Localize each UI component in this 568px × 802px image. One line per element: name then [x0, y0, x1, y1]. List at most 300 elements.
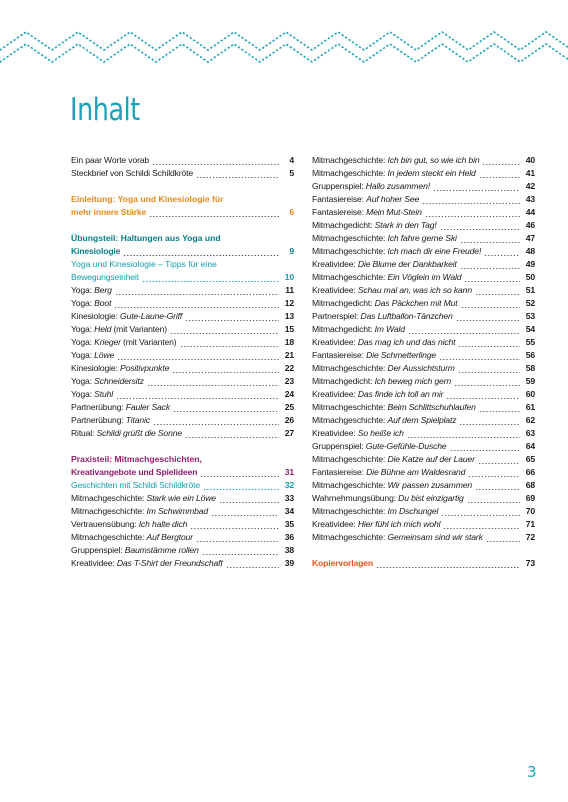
toc-entry-title: Stuhl [94, 389, 113, 399]
toc-entry-category: Kreatividee: [71, 558, 117, 568]
toc-entry-title: Löwe [94, 350, 115, 360]
toc-page-number: 53 [525, 311, 535, 321]
toc-entry[interactable] [71, 492, 294, 505]
toc-entry-label [312, 375, 451, 388]
toc-entry-category: Mitmachgeschichte: [312, 363, 388, 373]
toc-entry[interactable] [312, 388, 535, 401]
toc-page-number: 55 [525, 337, 535, 347]
toc-entry-label [312, 492, 464, 505]
toc-entry[interactable] [71, 401, 294, 414]
dot-leader [196, 531, 279, 544]
toc-entry-title: Auf dem Spielplatz [387, 415, 457, 425]
toc-page-number: 18 [284, 337, 294, 347]
toc-entry-category: Yoga: [71, 350, 95, 360]
toc-section-heading: Praxisteil: Mitmachgeschichten, [71, 454, 202, 464]
dot-leader [450, 440, 520, 453]
toc-entry[interactable] [71, 557, 294, 570]
toc-entry[interactable] [312, 219, 535, 232]
toc-entry-label [312, 401, 476, 414]
toc-entry[interactable] [71, 505, 294, 518]
toc-entry-category: Ein paar Worte vorab [71, 155, 150, 165]
toc-entry-label [71, 271, 139, 284]
toc-entry-label [312, 557, 373, 570]
toc-entry-category: Mitmachgeschichte: [71, 532, 147, 542]
toc-spacer [312, 544, 535, 557]
toc-entry-category: Gruppenspiel: [312, 441, 366, 451]
dot-leader [433, 180, 520, 193]
toc-entry[interactable] [312, 284, 535, 297]
toc-entry[interactable] [312, 258, 535, 271]
toc-entry-category: mehr innere Stärke [71, 207, 147, 217]
toc-spacer [71, 219, 294, 232]
toc-entry-category: Mitmachgeschichte: [312, 246, 388, 256]
toc-entry-category: Fantasiereise: [312, 467, 367, 477]
toc-entry-title: Positivpunkte [120, 363, 170, 373]
toc-entry-label [312, 388, 443, 401]
toc-entry-title: Hier fühl ich mich wohl [357, 519, 441, 529]
toc-entry[interactable] [71, 531, 294, 544]
toc-entry[interactable] [312, 349, 535, 362]
toc-page-number: 10 [284, 272, 294, 282]
toc-page-number: 12 [284, 298, 294, 308]
toc-page-number: 48 [525, 246, 535, 256]
toc-entry-category: Mitmachgedicht: [312, 298, 375, 308]
dot-leader [219, 492, 279, 505]
toc-entry[interactable] [312, 518, 535, 531]
toc-entry[interactable] [71, 154, 294, 167]
toc-entry-category: Yoga: [71, 389, 95, 399]
dot-leader [464, 271, 520, 284]
dot-leader [114, 297, 279, 310]
dot-leader [153, 414, 279, 427]
toc-entry-title: Berg [94, 285, 112, 295]
dot-leader [180, 336, 279, 349]
toc-entry-label [71, 362, 169, 375]
dot-leader [185, 427, 279, 440]
dot-leader [185, 310, 279, 323]
toc-page-number: 5 [289, 168, 294, 178]
toc-page-number: 24 [284, 389, 294, 399]
toc-page-number: 65 [525, 454, 535, 464]
toc-entry-label [312, 362, 455, 375]
toc-entry-category: Mitmachgeschichte: [71, 506, 147, 516]
toc-entry[interactable] [71, 323, 294, 336]
toc-entry-category: Mitmachgedicht: [312, 324, 375, 334]
toc-entry-title: Titanic [125, 415, 150, 425]
toc-entry-label [71, 544, 199, 557]
toc-entry[interactable] [71, 427, 294, 440]
toc-entry[interactable] [71, 271, 294, 284]
toc-page-number: 39 [284, 558, 294, 568]
toc-page-number: 33 [284, 493, 294, 503]
toc-entry-category: Mitmachgeschichte: [312, 233, 388, 243]
toc-entry[interactable] [71, 245, 294, 258]
toc-entry-label [71, 323, 167, 336]
toc-entry[interactable] [312, 193, 535, 206]
toc-entry[interactable] [312, 479, 535, 492]
toc-entry[interactable] [312, 180, 535, 193]
toc-entry-label [71, 297, 111, 310]
toc-entry-label [312, 271, 461, 284]
toc-entry-category: Yoga: [71, 324, 95, 334]
toc-section-heading: Yoga und Kinesiologie – Tipps für eine [71, 259, 217, 269]
toc-entry[interactable] [71, 544, 294, 557]
toc-entry-title: Das T-Shirt der Freundschaft [116, 558, 223, 568]
toc-entry-label [71, 531, 193, 544]
toc-entry[interactable] [71, 206, 294, 219]
toc-page-number: 50 [525, 272, 535, 282]
toc-entry[interactable] [312, 427, 535, 440]
toc-page-number: 25 [284, 402, 294, 412]
toc-entry[interactable] [312, 310, 535, 323]
toc-page-number: 38 [284, 545, 294, 555]
toc-entry-title: Stark in den Tag! [374, 220, 437, 230]
toc-entry-title: In jedem steckt ein Held [387, 168, 476, 178]
toc-entry[interactable] [312, 466, 535, 479]
toc-entry-title: Krieger [94, 337, 121, 347]
toc-entry-label [312, 479, 472, 492]
toc-entry-title: Gute-Gefühle-Dusche [365, 441, 447, 451]
toc-entry-category: Kreatividee: [312, 337, 358, 347]
toc-entry-label [71, 492, 216, 505]
toc-page-number: 46 [525, 220, 535, 230]
toc-entry-category: Mitmachgeschichte: [312, 402, 388, 412]
dot-leader [482, 154, 520, 167]
toc-entry[interactable] [71, 375, 294, 388]
toc-entry-title: Ich mach dir eine Freude! [387, 246, 482, 256]
dot-leader [115, 284, 279, 297]
dot-leader [475, 284, 520, 297]
toc-entry[interactable] [71, 284, 294, 297]
dot-leader [458, 362, 520, 375]
toc-entry-category: Kopiervorlagen [312, 558, 373, 568]
toc-entry-title: Du bist einzigartig [398, 493, 464, 503]
toc-entry-title: Der Aussichtsturm [387, 363, 455, 373]
dot-leader [443, 518, 520, 531]
toc-entry-label [71, 557, 223, 570]
toc-entry-title: Die Schmetterlinge [366, 350, 437, 360]
dot-leader [475, 479, 520, 492]
toc-entry-label [71, 310, 182, 323]
toc-entry[interactable] [312, 271, 535, 284]
toc-entry[interactable] [312, 440, 535, 453]
toc-entry-title: Ich fahre gerne Ski [387, 233, 457, 243]
toc-entry-category: Yoga: [71, 337, 95, 347]
toc-page-number: 43 [525, 194, 535, 204]
toc-entry[interactable] [71, 336, 294, 349]
toc-entry-label [312, 167, 476, 180]
toc-page-number: 26 [284, 415, 294, 425]
dot-leader [468, 466, 520, 479]
toc-entry-label [71, 401, 170, 414]
toc-page-number: 21 [284, 350, 294, 360]
toc-page-number: 62 [525, 415, 535, 425]
toc-page-number: 34 [284, 506, 294, 516]
toc-entry-category: Vertrauensübung: [71, 519, 139, 529]
toc-entry[interactable] [312, 154, 535, 167]
toc-entry-title: Ich halte dich [138, 519, 188, 529]
toc-entry-category: Mitmachgeschichte: [312, 168, 388, 178]
toc-entry[interactable] [312, 323, 535, 336]
toc-entry[interactable] [312, 206, 535, 219]
toc-entry[interactable] [71, 414, 294, 427]
toc-page-number: 52 [525, 298, 535, 308]
toc-column-right [312, 154, 535, 570]
toc-page-number: 11 [285, 285, 294, 295]
toc-page-number: 13 [284, 311, 294, 321]
toc-page-number: 68 [525, 480, 535, 490]
toc-entry-label [312, 323, 405, 336]
dot-leader [200, 466, 279, 479]
dot-leader [454, 375, 520, 388]
toc-entry[interactable] [312, 336, 535, 349]
toc-entry-label [312, 193, 419, 206]
toc-entry-category: Kreatividee: [312, 259, 358, 269]
dot-leader [190, 518, 279, 531]
toc-spacer [71, 440, 294, 453]
toc-entry-label [312, 531, 483, 544]
toc-page-number: 32 [284, 480, 294, 490]
toc-entry-title: Mein Mut-Stein [366, 207, 422, 217]
toc-entry-category: Kreatividee: [312, 389, 358, 399]
toc-entry-title: Stark wie ein Löwe [146, 493, 216, 503]
toc-section-heading: Einleitung: Yoga und Kinesiologie für [71, 194, 224, 204]
toc-page-number: 6 [289, 207, 294, 217]
toc-entry-label [71, 349, 114, 362]
toc-entry-category: Geschichten mit Schildi Schildkröte [71, 480, 200, 490]
toc-entry[interactable] [312, 557, 535, 570]
toc-page-number: 36 [284, 532, 294, 542]
toc-entry-title: Auf Bergtour [146, 532, 193, 542]
toc-entry-category: Fantasiereise: [312, 207, 367, 217]
toc-page-number: 49 [525, 259, 535, 269]
dot-leader [172, 362, 279, 375]
toc-entry-category: Gruppenspiel: [71, 545, 125, 555]
toc-entry[interactable] [312, 505, 535, 518]
toc-entry-label [71, 167, 193, 180]
toc-entry[interactable] [312, 362, 535, 375]
zigzag-line [0, 32, 568, 50]
toc-entry-label [71, 206, 146, 219]
toc-entry-label [71, 505, 208, 518]
toc-page-number: 23 [284, 376, 294, 386]
toc-entry-title: Schildi grüßt die Sonne [96, 428, 182, 438]
dot-leader [149, 206, 279, 219]
toc-entry-category: (mit Varianten) [111, 324, 167, 334]
toc-entry[interactable] [71, 362, 294, 375]
toc-entry-category: Mitmachgedicht: [312, 376, 375, 386]
dot-leader [407, 427, 520, 440]
toc-entry[interactable] [312, 414, 535, 427]
toc-entry-category: Partnerübung: [71, 402, 126, 412]
toc-entry-category: Kreatividee: [312, 519, 358, 529]
toc-entry-category: Steckbrief von Schildi Schildkröte [71, 168, 193, 178]
toc-spacer [71, 180, 294, 193]
dot-leader [458, 336, 520, 349]
toc-page-number: 70 [525, 506, 535, 516]
dot-leader [170, 323, 279, 336]
toc-entry-category: Yoga: [71, 376, 95, 386]
toc-entry-label [71, 466, 197, 479]
toc-entry[interactable] [312, 375, 535, 388]
toc-entry-label [312, 414, 456, 427]
toc-entry-category: Kreativangebote und Spielideen [71, 467, 198, 477]
dot-leader [486, 531, 520, 544]
dot-leader [152, 154, 279, 167]
toc-entry-title: Das Luftballon-Tänzchen [360, 311, 453, 321]
toc-entry[interactable] [71, 310, 294, 323]
toc-entry-label [71, 388, 113, 401]
toc-page-number: 31 [284, 467, 294, 477]
toc-entry-category: Partnerspiel: [312, 311, 361, 321]
toc-entry[interactable] [71, 297, 294, 310]
toc-entry[interactable] [71, 167, 294, 180]
toc-entry-category: Partnerübung: [71, 415, 126, 425]
toc-page-number: 40 [525, 155, 535, 165]
dot-leader [173, 401, 279, 414]
toc-entry-category: Mitmachgeschichte: [312, 155, 388, 165]
page-title: Inhalt [70, 92, 140, 128]
toc-entry-title: So heiße ich [357, 428, 404, 438]
toc-entry-title: Baumstämme rollen [124, 545, 199, 555]
toc-entry[interactable] [312, 453, 535, 466]
dot-leader [484, 245, 520, 258]
toc-entry-category: Wahrnehmungsübung: [312, 493, 399, 503]
toc-entry[interactable] [71, 349, 294, 362]
toc-entry-category: Kinesiologie [71, 246, 121, 256]
toc-entry[interactable] [71, 479, 294, 492]
toc-entry-label [312, 232, 457, 245]
toc-entry[interactable] [312, 401, 535, 414]
dot-leader [439, 349, 520, 362]
toc-entry-category: Kreatividee: [312, 285, 358, 295]
toc-entry-category: Mitmachgeschichte: [312, 415, 388, 425]
toc-entry-label [312, 180, 430, 193]
toc-section-heading: Übungsteil: Haltungen aus Yoga und [71, 233, 221, 243]
toc-entry-category: Mitmachgeschichte: [312, 532, 388, 542]
dot-leader [211, 505, 279, 518]
toc-entry-title: Das mag ich und das nicht [357, 337, 456, 347]
toc-page-number: 4 [289, 155, 294, 165]
toc-entry-category: Mitmachgeschichte: [71, 493, 147, 503]
dot-leader [479, 167, 520, 180]
toc-page-number: 66 [525, 467, 535, 477]
toc-page-number: 42 [525, 181, 535, 191]
toc-page-number: 71 [525, 519, 535, 529]
dot-leader [425, 206, 520, 219]
toc-entry-category: Mitmachgeschichte: [312, 480, 388, 490]
dot-leader [441, 505, 520, 518]
toc-entry-label [71, 375, 144, 388]
toc-entry-label [71, 479, 200, 492]
toc-entry-title: Fauler Sack [125, 402, 170, 412]
dot-leader [467, 492, 520, 505]
toc-page-number: 69 [525, 493, 535, 503]
toc-entry-label [312, 453, 475, 466]
toc-entry-category: Kreatividee: [312, 428, 358, 438]
toc-entry-label [71, 284, 112, 297]
toc-page-number: 35 [284, 519, 294, 529]
toc-entry-label [312, 440, 447, 453]
toc-page-number: 60 [525, 389, 535, 399]
toc-entry[interactable] [312, 297, 535, 310]
toc-entry-label [312, 284, 472, 297]
toc-entry-label [312, 258, 457, 271]
dot-leader [408, 323, 520, 336]
toc-entry[interactable] [71, 388, 294, 401]
toc-entry-title: Im Schwimmbad [146, 506, 209, 516]
toc-page-number: 58 [525, 363, 535, 373]
toc-entry-title: Hallo zusammen! [365, 181, 430, 191]
dot-leader [226, 557, 279, 570]
dot-leader [202, 544, 279, 557]
toc-entry[interactable] [312, 492, 535, 505]
toc-entry[interactable] [71, 466, 294, 479]
dot-leader [196, 167, 279, 180]
toc-entry-label [312, 336, 455, 349]
zigzag-border-decoration [0, 26, 568, 76]
toc-column-left [71, 154, 294, 570]
toc-entry[interactable] [312, 167, 535, 180]
toc-entry-label [312, 518, 440, 531]
toc-entry-label [71, 245, 120, 258]
toc-entry-title: Schau mal an, was ich so kann [357, 285, 472, 295]
toc-entry-title: Schneidersitz [94, 376, 144, 386]
toc-entry-label [312, 466, 465, 479]
toc-page-number: 64 [525, 441, 535, 451]
toc-entry-category: Kinesiologie: [71, 363, 121, 373]
toc-entry-title: Auf hoher See [366, 194, 420, 204]
toc-entry-label [312, 206, 422, 219]
toc-page-number: 72 [525, 532, 535, 542]
dot-leader [123, 245, 279, 258]
dot-leader [460, 258, 520, 271]
toc-entry-title: Ich bin gut, so wie ich bin [387, 155, 480, 165]
toc-page-number: 44 [525, 207, 535, 217]
zigzag-line [0, 44, 568, 62]
toc-entry-label [71, 154, 149, 167]
dot-leader [142, 271, 279, 284]
dot-leader [203, 479, 279, 492]
toc-entry-label [312, 297, 458, 310]
toc-entry-title: Ein Vöglein im Wald [387, 272, 462, 282]
toc-page-number: 73 [525, 558, 535, 568]
toc-entry[interactable] [312, 245, 535, 258]
toc-page-number: 41 [525, 168, 535, 178]
toc-entry-title: Held [94, 324, 112, 334]
toc-entry-category: Fantasiereise: [312, 350, 367, 360]
toc-entry-title: Ich beweg mich gern [374, 376, 452, 386]
toc-entry-category: Bewegungseinheit [71, 272, 139, 282]
toc-entry-title: Das Päckchen mit Mut [374, 298, 458, 308]
toc-entry-category: Ritual: [71, 428, 97, 438]
toc-entry-label [312, 154, 479, 167]
dot-leader [456, 310, 520, 323]
toc-entry-title: Im Wald [374, 324, 405, 334]
toc-entry-title: Die Bühne am Waldesrand [366, 467, 466, 477]
dot-leader [461, 297, 520, 310]
dot-leader [446, 388, 520, 401]
toc-entry-label [71, 518, 187, 531]
toc-entry[interactable] [312, 232, 535, 245]
toc-page-number: 61 [525, 402, 535, 412]
toc-entry-category: Gruppenspiel: [312, 181, 366, 191]
dot-leader [460, 232, 520, 245]
toc-entry[interactable] [71, 518, 294, 531]
toc-page-number: 56 [525, 350, 535, 360]
toc-entry-category: Yoga: [71, 285, 95, 295]
toc-entry[interactable] [312, 531, 535, 544]
